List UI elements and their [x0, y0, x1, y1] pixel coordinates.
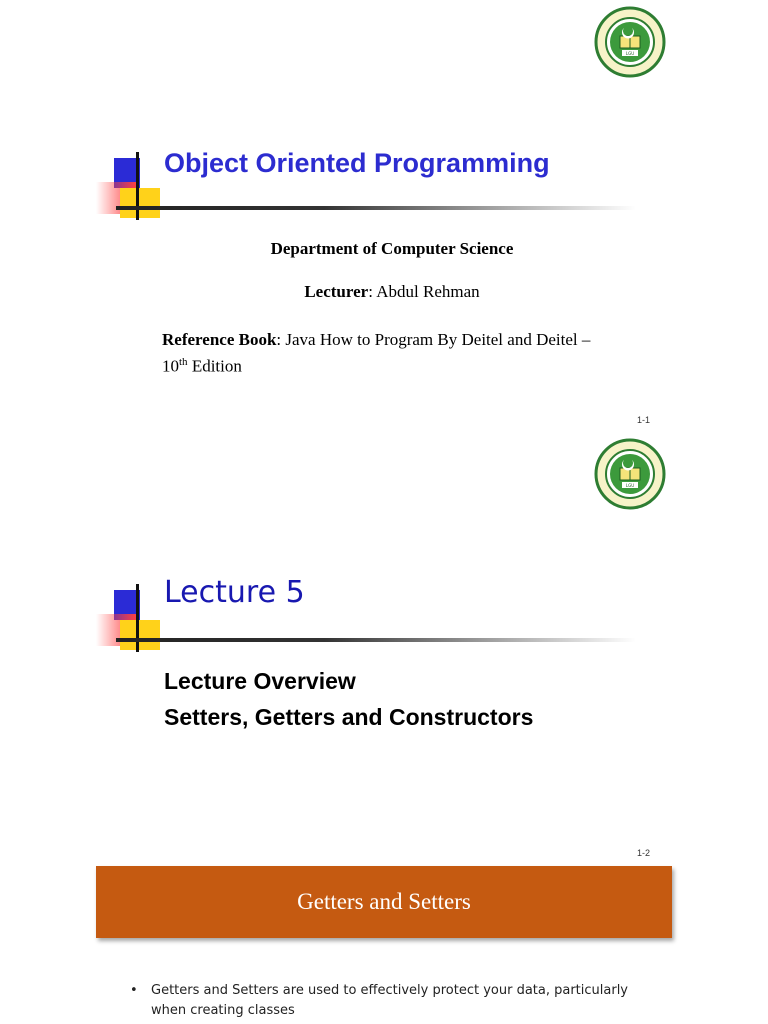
banner-title: Getters and Setters — [297, 889, 471, 914]
university-seal-icon — [594, 438, 666, 510]
department-name: Department of Computer Science — [270, 239, 514, 258]
bullet-text: Getters and Setters are used to effectively protect your data, particularly when creating classes — [151, 983, 629, 1018]
university-seal-icon — [594, 6, 666, 78]
page-number-1: 1-1 — [637, 415, 651, 425]
bullet-list — [130, 981, 650, 1021]
reference-text: : Java How to Program By Deitel and Deitel – 10 — [162, 330, 591, 376]
reference-label: Reference Book — [162, 330, 277, 349]
section-banner — [96, 866, 672, 938]
svg-text:LGU: LGU — [625, 51, 635, 56]
svg-text:LGU: LGU — [625, 483, 635, 488]
deco-horizontal-line — [116, 638, 636, 642]
list-item — [130, 981, 650, 1021]
lecturer-name: : Abdul Rehman — [368, 282, 480, 301]
deco-yellow-square — [120, 188, 160, 218]
reference-superscript: th — [179, 356, 188, 368]
lecturer-label: Lecturer — [304, 282, 369, 301]
lecturer-line — [0, 282, 768, 302]
bullet-icon: • — [130, 983, 138, 998]
reference-tail: Edition — [187, 356, 242, 376]
slide1-title: Object Oriented Programming — [164, 148, 550, 178]
reference-book — [162, 328, 602, 378]
overview-topic: Setters, Getters and Constructors — [164, 704, 534, 730]
slide2-title: Lecture 5 — [164, 575, 305, 610]
deco-yellow-square — [120, 620, 160, 650]
overview-heading: Lecture Overview — [164, 668, 356, 694]
deco-horizontal-line — [116, 206, 636, 210]
page-number-2: 1-2 — [637, 848, 651, 858]
